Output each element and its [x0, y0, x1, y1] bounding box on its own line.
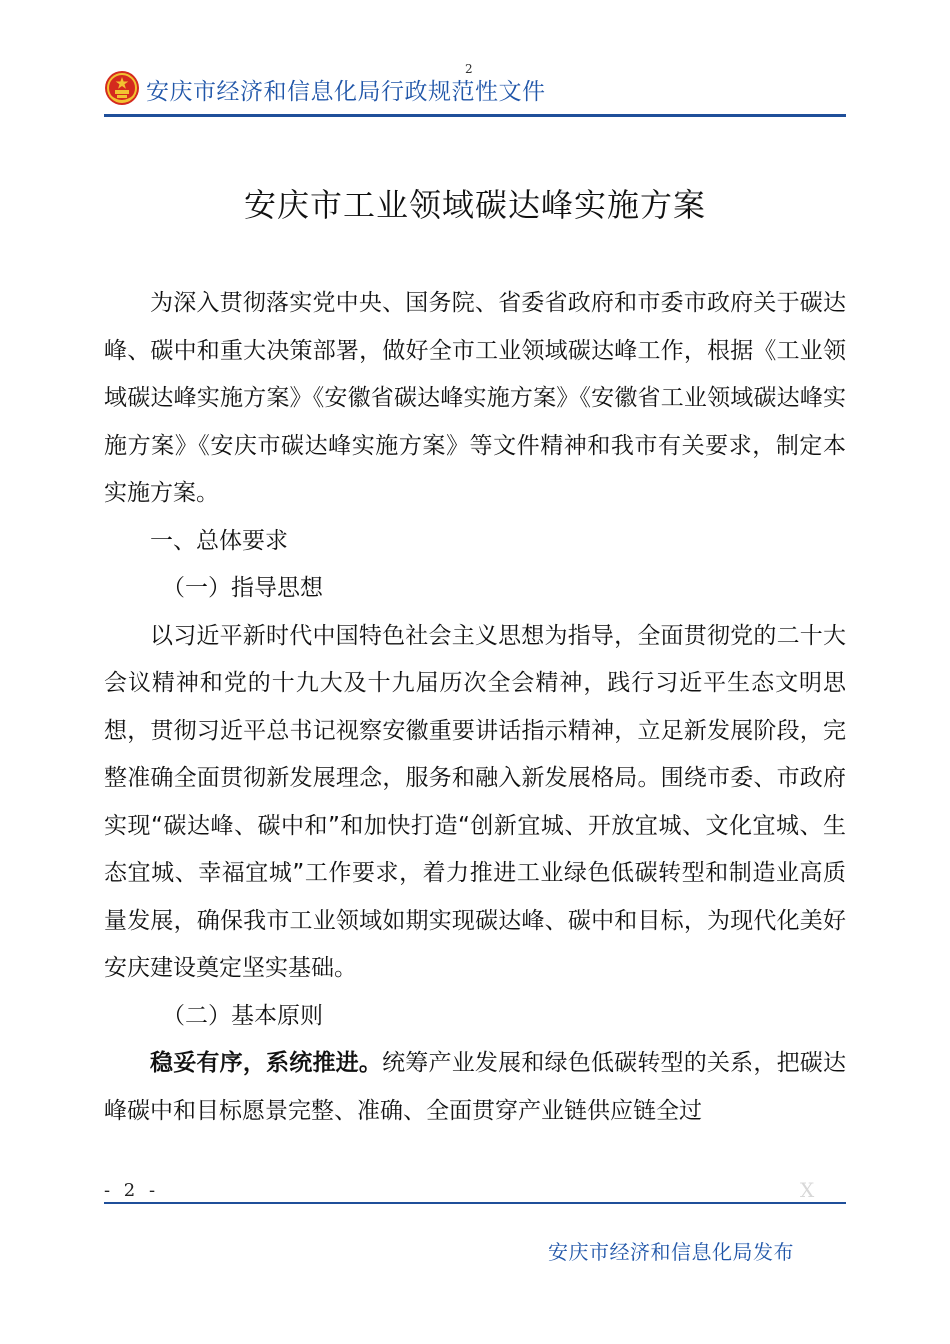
principle-bold-lead: 稳妥有序，系统推进。	[150, 1050, 383, 1076]
document-title: 安庆市工业领域碳达峰实施方案	[243, 186, 706, 224]
header-page-mark: 2	[465, 62, 473, 76]
publisher-label: 安庆市经济和信息化局发布	[548, 1240, 794, 1264]
national-emblem-icon	[104, 70, 140, 106]
subsection-heading-2: （二）基本原则	[162, 1002, 323, 1029]
footer-divider	[104, 1202, 846, 1204]
document-header	[104, 62, 846, 114]
intro-paragraph: 为深入贯彻落实党中央、国务院、省委省政府和市委市政府关于碳达峰、碳中和重大决策部署，做好全市工业领域碳达峰工作，根据《工业领域碳达峰实施方案》《安徽省碳达峰实施方案》《安徽省工业领域碳达峰实施方案》《安庆市碳达峰实施方案》等文件精神和我市有关要求，制定本实施方案。	[104, 290, 846, 506]
header-divider	[104, 114, 846, 117]
document-body	[104, 280, 846, 1135]
section-heading: 一、总体要求	[150, 527, 288, 554]
subsection-heading-1: （一）指导思想	[162, 575, 323, 601]
principle-text: 统筹产业发展和绿色低碳转型的关系，把碳达峰碳中和目标愿景完整、准确、全面贯穿产业链供应链全过	[104, 1050, 847, 1124]
principle-paragraph	[104, 1040, 846, 1135]
faint-mark: X	[800, 1178, 815, 1202]
header-title: 安庆市经济和信息化局行政规范性文件	[146, 79, 546, 105]
guiding-ideology-paragraph: 以习近平新时代中国特色社会主义思想为指导，全面贯彻党的二十大会议精神和党的十九大及十九届历次全会精神，践行习近平生态文明思想，贯彻习近平总书记视察安徽重要讲话指示精神，立足新发展阶段，完整准确全面贯彻新发展理念，服务和融入新发展格局。围绕市委、市政府实现“碳达峰、碳中和”和加快打造“创新宜城、开放宜城、文化宜城、生态宜城、幸福宜城”工作要求，着力推进工业绿色低碳转型和制造业高质量发展，确保我市工业领域如期实现碳达峰、碳中和目标，为现代化美好安庆建设奠定坚实基础。	[104, 622, 846, 981]
page-number: - 2 -	[104, 1180, 160, 1201]
